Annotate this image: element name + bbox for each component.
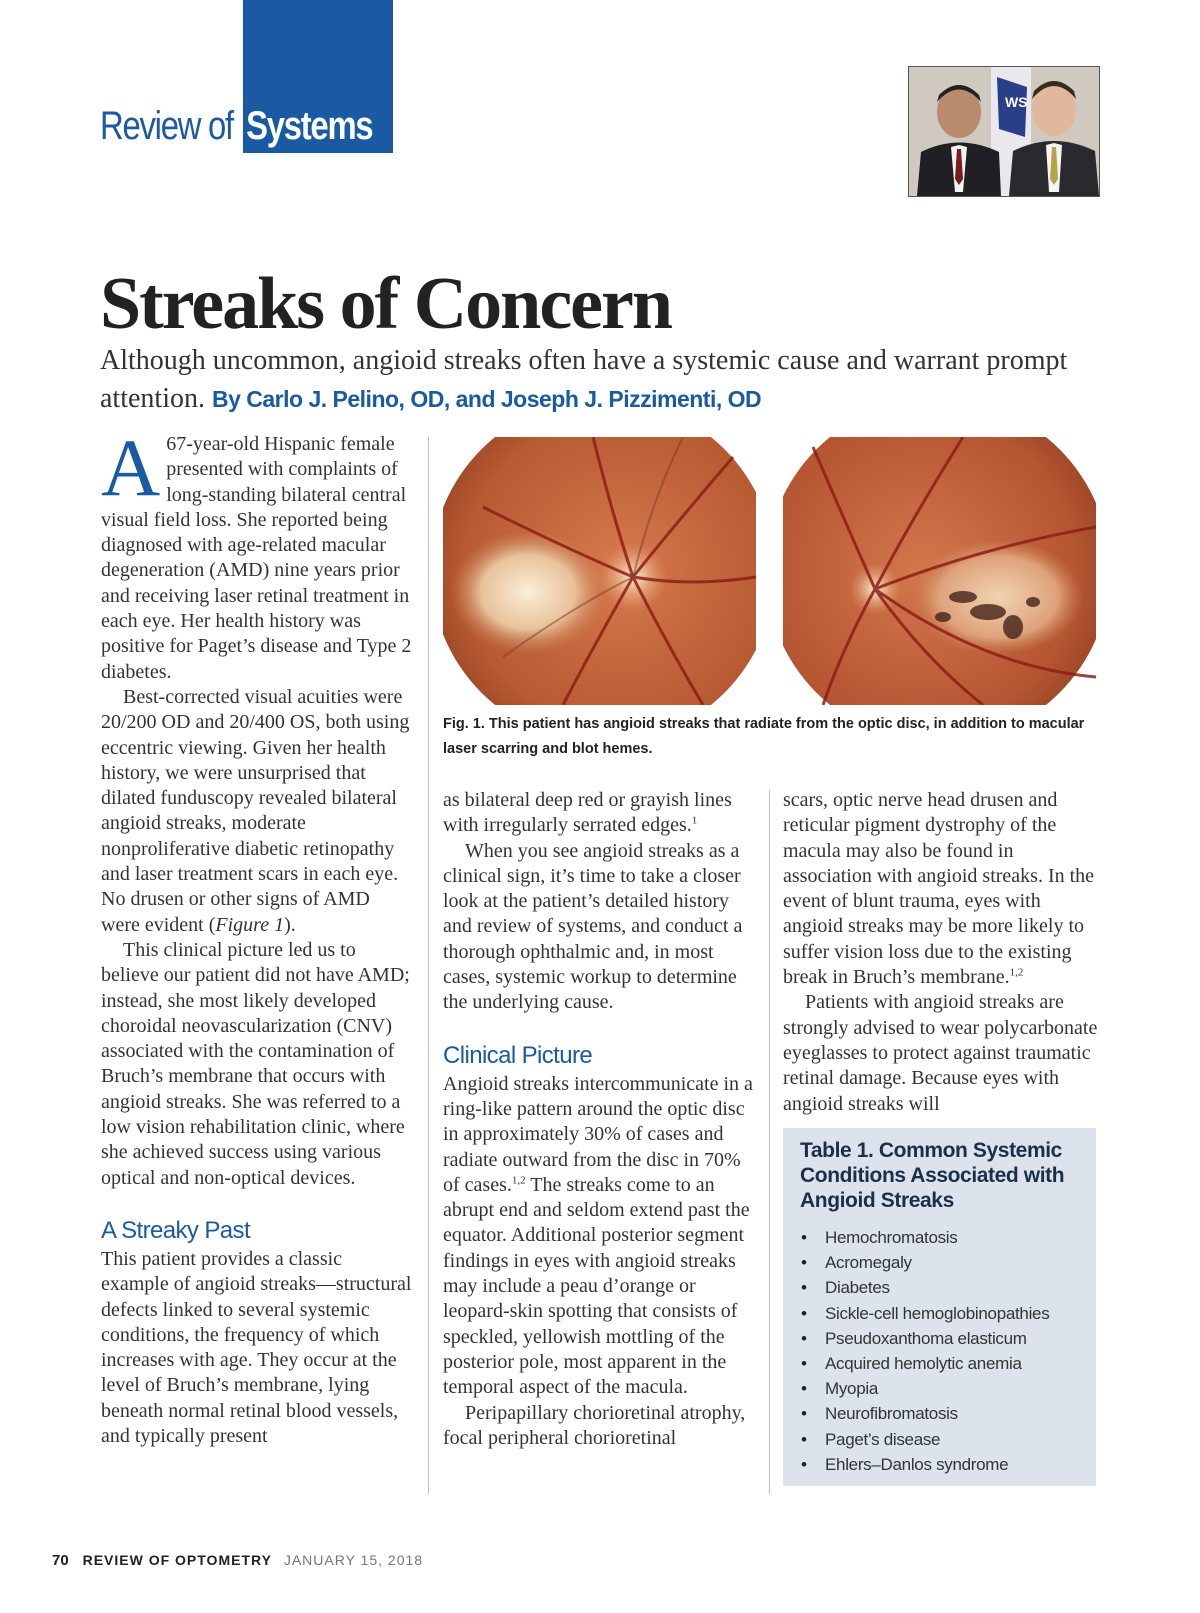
col1-paragraph-4: This patient provides a classic example of angioid streaks—structural defects linked to several systemic conditions, the frequency of which increases with age. They occur at the level of Bruch’s membrane, lying beneath normal retinal blood vessels, and typically present <box>101 1247 412 1447</box>
page-number: 70 <box>52 1552 69 1569</box>
col2-paragraph-1: as bilateral deep red or grayish lines with irregularly serrated edges.$^1$ <box>443 789 732 837</box>
article-headline: Streaks of Concern <box>100 263 672 345</box>
column-1 <box>101 422 413 1449</box>
article-byline: By Carlo J. Pelino, OD, and Joseph J. Pizzimenti, OD <box>211 386 762 412</box>
list-item: • Myopia <box>801 1376 1049 1401</box>
list-item: • Acquired hemolytic anemia <box>801 1351 1049 1376</box>
fundus-photo-right <box>783 437 1096 705</box>
list-item: • Ehlers–Danlos syndrome <box>801 1452 1049 1477</box>
author-photo-illustration <box>909 67 1099 196</box>
drop-cap: A <box>101 422 161 513</box>
list-item: • Neurofibromatosis <box>801 1401 1049 1426</box>
table-list <box>801 1225 1049 1477</box>
table-sidebar <box>783 1128 1096 1486</box>
citation-ref: 1 <box>691 814 698 827</box>
publication-name: REVIEW OF OPTOMETRY <box>82 1552 272 1568</box>
col3-paragraph-2: Patients with angioid streaks are strongly advised to wear polycarbonate eyeglasses to protect against traumatic retinal damage. Because eyes with angioid streaks will <box>783 991 1098 1115</box>
list-item: • Hemochromatosis <box>801 1225 1049 1250</box>
list-item: • Acromegaly <box>801 1250 1049 1275</box>
col2-paragraph-4: Peripapillary chorioretinal atrophy, focal peripheral chorioretinal <box>443 1401 746 1449</box>
svg-text:WS: WS <box>1005 94 1028 110</box>
section-title-review: Review of <box>100 104 233 148</box>
col1-paragraph-1: 67-year-old Hispanic female presented with complaints of long-standing bilateral central visual field loss. She reported being diagnosed with age-related macular degeneration (AMD) nine years prior and receiving laser retinal treatment in each eye. Her health history was positive for Paget’s disease and Type 2 diabetes. <box>101 433 412 683</box>
citation-ref: 1,2 <box>511 1174 526 1187</box>
subhead-streaky-past: A Streaky Past <box>101 1216 251 1244</box>
list-item: • Pseudoxanthoma elasticum <box>801 1326 1049 1351</box>
col1-paragraph-3: This clinical picture led us to believe our patient did not have AMD; instead, she most likely developed choroidal neovascularization (CNV) associated with the contamination of Bruch’s membrane that occurs with angioid streaks. She was referred to a low vision rehabilitation clinic, where she achieved success using various optical and non-optical devices. <box>101 938 410 1189</box>
table-title: Table 1. Common Systemic Conditions Associated with Angioid Streaks <box>800 1139 1065 1212</box>
section-title-systems: Systems <box>246 104 373 148</box>
column-rule-2 <box>769 790 770 1494</box>
subhead-clinical-picture: Clinical Picture <box>443 1041 593 1069</box>
citation-ref: 1,2 <box>1009 966 1024 979</box>
col2-paragraph-3: Angioid streaks intercommunicate in a ring-like pattern around the optic disc in approximately 30% of cases and radiate outward from the disc in 70% of cases.$^{1,2}$ The streaks come to an abrupt end and seldom extend past the equator. Additional posterior segment findings in eyes with angioid streaks may include a peau d’orange or leopard-skin spotting that consists of speckled, yellowish mottling of the posterior pole, most apparent in the temporal aspect of the macula. <box>443 1072 753 1399</box>
issue-date: JANUARY 15, 2018 <box>283 1552 424 1568</box>
figure-caption: Fig. 1. This patient has angioid streaks that radiate from the optic disc, in addition to macular laser scarring and blot hemes. <box>443 716 1085 757</box>
column-2 <box>443 788 759 1451</box>
deck-text: Although uncommon, angioid streaks often have a systemic cause and warrant prompt attention. <box>100 345 1068 414</box>
section-title <box>100 104 372 149</box>
fundus-photo-left <box>443 437 756 705</box>
col3-paragraph-1: scars, optic nerve head drusen and reticular pigment dystrophy of the macula may also be found in association with angioid streaks. In the event of blunt trauma, eyes with angioid streaks may be more likely to suffer vision loss due to the existing break in Bruch’s membrane.$^{1,2}$ <box>783 789 1095 989</box>
figure-reference: Figure 1 <box>215 913 285 936</box>
col1-paragraph-2: Best-corrected visual acuities were 20/200 OD and 20/400 OS, both using eccentric viewing. Given her health history, we were unsurprised that dilated funduscopy revealed bilateral angioid streaks, moderate nonproliferative diabetic retinopathy and laser treatment scars in each eye. No drusen or other signs of AMD were evident (Figure 1). <box>101 685 410 936</box>
list-item: • Sickle-cell hemoglobinopathies <box>801 1301 1049 1326</box>
column-rule-1 <box>428 437 429 1494</box>
list-item: • Diabetes <box>801 1275 1049 1300</box>
list-item: • Paget’s disease <box>801 1427 1049 1452</box>
col2-paragraph-2: When you see angioid streaks as a clinical sign, it’s time to take a closer look at the patient’s detailed history and review of systems, and conduct a thorough ophthalmic and, in most cases, systemic workup to determine the underlying cause. <box>443 839 743 1014</box>
fundus-image-right <box>783 437 1096 705</box>
column-3 <box>783 788 1099 1117</box>
article-deck <box>100 342 1100 418</box>
page-footer <box>52 1552 423 1569</box>
fundus-image-left <box>443 437 756 705</box>
author-photo <box>908 66 1100 197</box>
